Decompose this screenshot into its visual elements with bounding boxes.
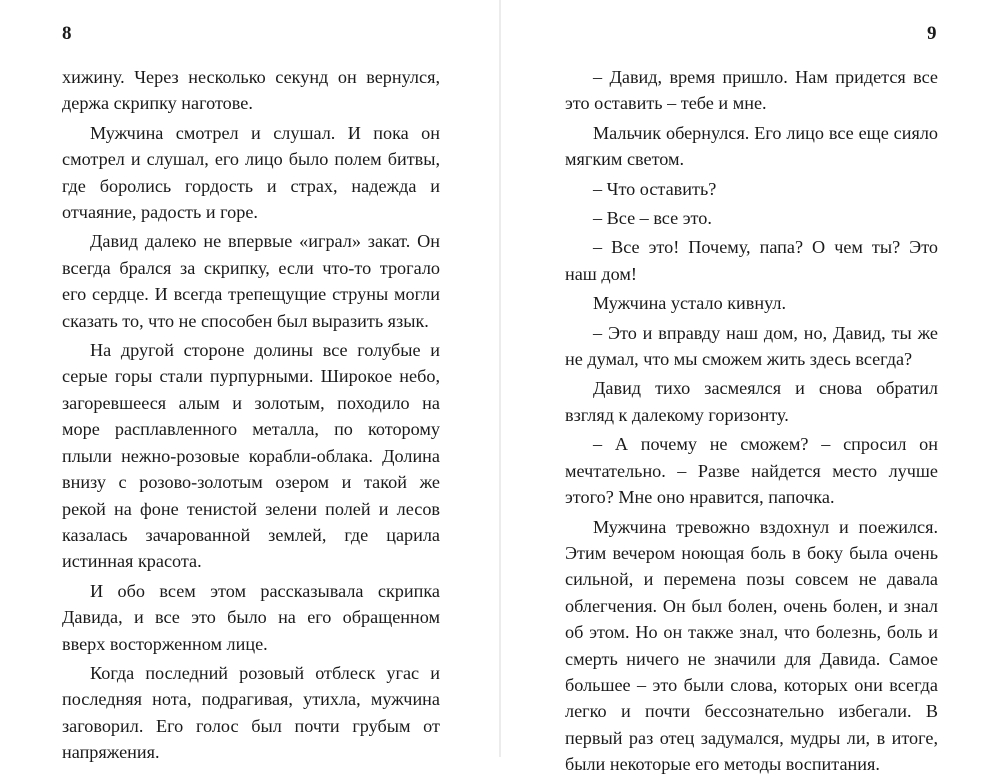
paragraph: хижину. Через несколько секунд он вернулся, держа скрипку наготове.	[62, 67, 440, 114]
paragraph: Мужчина тревожно вздохнул и поежился. Этим вечером ноющая боль в боку была очень сильной, и перемена позы совсем не давала облегчения. Он был болен, очень болен, и знал об этом. Но он также знал, что болезнь, боль и смерть ничего не значили для Давида. Самое большее – это были слова, которых они всегда легко и почти бессознательно избегали. В первый раз отец задумался, мудры ли, в итоге, были некоторые его методы воспитания.	[565, 516, 938, 775]
paragraph: И обо всем этом рассказывала скрипка Давида, и все это было на его обращенном вверх восторженном лице.	[62, 580, 440, 654]
left-page	[0, 0, 500, 763]
paragraph: Мужчина устало кивнул.	[593, 293, 787, 314]
paragraph: Давид тихо засмеялся и снова обратил взгляд к далекому горизонту.	[565, 378, 938, 425]
paragraph: Мальчик обернулся. Его лицо все еще сияло мягким светом.	[565, 122, 938, 170]
paragraph: – А почему не сможем? – спросил он мечтательно. – Разве найдется место лучше этого? Мне оно нравится, папочка.	[565, 434, 938, 508]
paragraph: – Все это! Почему, папа? О чем ты? Это наш дом!	[565, 237, 938, 284]
right-page-text	[565, 64, 938, 778]
paragraph: – Это и вправду наш дом, но, Давид, ты же не думал, что мы сможем жить здесь всегда?	[565, 322, 938, 370]
paragraph: На другой стороне долины все голубые и серые горы стали пурпурными. Широкое небо, загоревшееся алым и золотым, походило на море расплавленного металла, по которому плыли нежно-розовые корабли-облака. Долина внизу с розово-золотым озером и такой же рекой на фоне тенистой зелени полей и лесов казалась зачарованной землей, где царила истинная красота.	[62, 340, 440, 572]
right-page	[500, 0, 1000, 775]
page-number-left: 8	[62, 23, 72, 44]
page-number-right: 9	[927, 23, 937, 44]
paragraph: Мужчина смотрел и слушал. И пока он смотрел и слушал, его лицо было полем битвы, где боролись гордость и страх, надежда и отчаяние, радость и горе.	[62, 122, 440, 223]
paragraph: Когда последний розовый отблеск угас и последняя нота, подрагивая, утихла, мужчина заговорил. Его голос был почти грубым от напряжения.	[62, 662, 440, 763]
paragraph: Давид далеко не впервые «играл» закат. Он всегда брался за скрипку, если что-то трогало его сердце. И всегда трепещущие струны могли сказать то, что не способен был выразить язык.	[62, 231, 440, 331]
paragraph: – Все – все это.	[593, 208, 712, 229]
paragraph: – Давид, время пришло. Нам придется все это оставить – тебе и мне.	[565, 67, 938, 114]
left-page-text	[62, 64, 440, 766]
paragraph: – Что оставить?	[593, 178, 717, 199]
